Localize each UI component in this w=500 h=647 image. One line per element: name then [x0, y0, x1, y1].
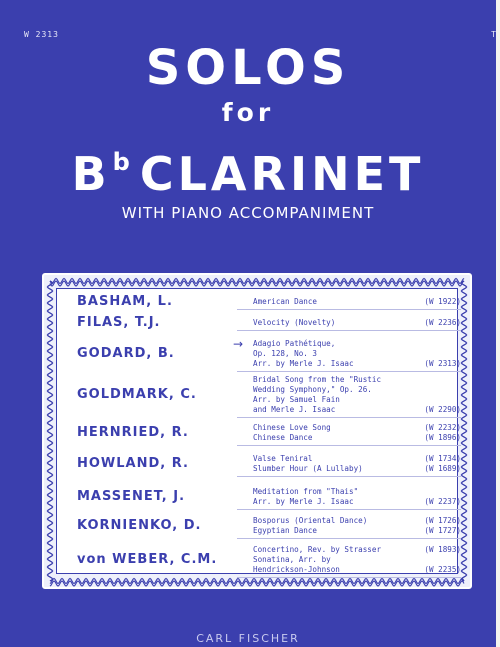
- row-divider: [237, 309, 461, 310]
- work-title-line: [253, 464, 461, 474]
- title-solos: SOLOS: [145, 40, 351, 96]
- works-list: [253, 545, 461, 575]
- composer-name: GOLDMARK, C.: [77, 387, 197, 402]
- contents-frame: [42, 273, 472, 589]
- work-title-line: [253, 516, 461, 526]
- row-divider: [237, 577, 461, 578]
- composer-name: von WEBER, C.M.: [77, 552, 218, 567]
- works-list: [253, 487, 461, 507]
- work-title-line: [253, 565, 461, 575]
- work-title: Valse Teniral: [253, 454, 313, 463]
- composer-row: [77, 315, 461, 330]
- flat-sign: b: [112, 148, 134, 176]
- work-title-line: [253, 526, 461, 536]
- work-title: and Merle J. Isaac: [253, 405, 336, 414]
- work-title-line: [253, 318, 461, 328]
- work-title: Arr. by Merle J. Isaac: [253, 497, 354, 506]
- work-title-line: [253, 359, 461, 369]
- work-title-line: [253, 349, 461, 359]
- work-title: Concertino, Rev. by Strasser: [253, 545, 382, 554]
- work-title: American Dance: [253, 297, 318, 306]
- row-divider: [237, 371, 461, 372]
- catalog-entry-number: (W 2236): [424, 318, 461, 327]
- corner-mark: T: [491, 30, 496, 39]
- catalog-entry-number: (W 1896): [424, 433, 461, 442]
- work-title: Arr. by Samuel Fain: [253, 395, 340, 404]
- work-title-line: [253, 454, 461, 464]
- works-list: [253, 423, 461, 443]
- work-title-line: [253, 405, 461, 415]
- composer-name: HERNRIED, R.: [77, 425, 189, 440]
- work-title: Sonatina, Arr. by: [253, 555, 331, 564]
- work-title-line: [253, 433, 461, 443]
- work-title: Hendrickson-Johnson: [253, 565, 340, 574]
- works-list: [253, 375, 461, 415]
- composer-name: GODARD, B.: [77, 346, 175, 361]
- composer-name: MASSENET, J.: [77, 489, 186, 504]
- composer-row: [77, 454, 461, 474]
- catalog-entry-number: (W 2237): [424, 497, 461, 506]
- work-title-line: [253, 545, 461, 555]
- works-list: [253, 297, 461, 307]
- composer-row: [77, 487, 461, 507]
- composer-name: HOWLAND, R.: [77, 456, 189, 471]
- catalog-entry-number: (W 1689): [424, 464, 461, 473]
- composer-row: [77, 516, 461, 536]
- work-title: Egyptian Dance: [253, 526, 318, 535]
- catalog-entry-number: (W 2235): [424, 565, 461, 574]
- work-title-line: [253, 423, 461, 433]
- work-title: Chinese Love Song: [253, 423, 331, 432]
- catalog-entry-number: (W 1922): [424, 297, 461, 306]
- row-divider: [237, 417, 461, 418]
- works-list: [253, 454, 461, 474]
- title-instrument: [0, 134, 496, 202]
- composer-row: [77, 339, 461, 369]
- publisher-name: CARL FISCHER: [196, 632, 300, 645]
- work-title-line: [253, 375, 461, 385]
- catalog-entry-number: (W 1734): [424, 454, 461, 463]
- work-title: Adagio Pathétique,: [253, 339, 336, 348]
- composer-row: [77, 375, 461, 415]
- instrument-letter: B: [71, 147, 111, 201]
- work-title: Chinese Dance: [253, 433, 313, 442]
- work-title: Velocity (Novelty): [253, 318, 336, 327]
- row-divider: [237, 509, 461, 510]
- subtitle: WITH PIANO ACCOMPANIMENT: [121, 204, 375, 222]
- work-title: Meditation from "Thais": [253, 487, 359, 496]
- composer-name: KORNIENKO, D.: [77, 518, 202, 533]
- arrow-icon: →: [233, 337, 244, 351]
- work-title: Bosporus (Oriental Dance): [253, 516, 368, 525]
- work-title-line: [253, 497, 461, 507]
- composer-row: [77, 423, 461, 443]
- work-title: Bridal Song from the "Rustic: [253, 375, 382, 384]
- catalog-entry-number: (W 2313): [424, 359, 461, 368]
- wave-line: [47, 281, 52, 581]
- works-list: [253, 318, 461, 328]
- row-divider: [237, 538, 461, 539]
- work-title-line: [253, 297, 461, 307]
- work-title-line: [253, 555, 461, 565]
- work-title: Wedding Symphony," Op. 26.: [253, 385, 372, 394]
- catalog-entry-number: (W 2290): [424, 405, 461, 414]
- catalog-entry-number: (W 1727): [424, 526, 461, 535]
- work-title-line: [253, 385, 461, 395]
- catalog-number: W 2313: [24, 30, 59, 39]
- row-divider: [237, 330, 461, 331]
- contents-panel: [56, 288, 461, 574]
- composer-row: [77, 545, 461, 575]
- composer-row: [77, 294, 461, 309]
- title-for: for: [221, 98, 275, 127]
- work-title: Arr. by Merle J. Isaac: [253, 359, 354, 368]
- work-title: Slumber Hour (A Lullaby): [253, 464, 363, 473]
- catalog-entry-number: (W 1893): [424, 545, 461, 554]
- wave-line: [461, 281, 466, 581]
- work-title: Op. 128, No. 3: [253, 349, 318, 358]
- catalog-entry-number: (W 2232): [424, 423, 461, 432]
- works-list: [253, 516, 461, 536]
- works-list: [253, 339, 461, 369]
- composer-name: BASHAM, L.: [77, 294, 173, 309]
- work-title-line: [253, 487, 461, 497]
- catalog-entry-number: (W 1726): [424, 516, 461, 525]
- row-divider: [237, 476, 461, 477]
- work-title-line: [253, 395, 461, 405]
- composer-name: FILAS, T.J.: [77, 315, 161, 330]
- row-divider: [237, 445, 461, 446]
- work-title-line: [253, 339, 461, 349]
- instrument-name: CLARINET: [139, 147, 425, 201]
